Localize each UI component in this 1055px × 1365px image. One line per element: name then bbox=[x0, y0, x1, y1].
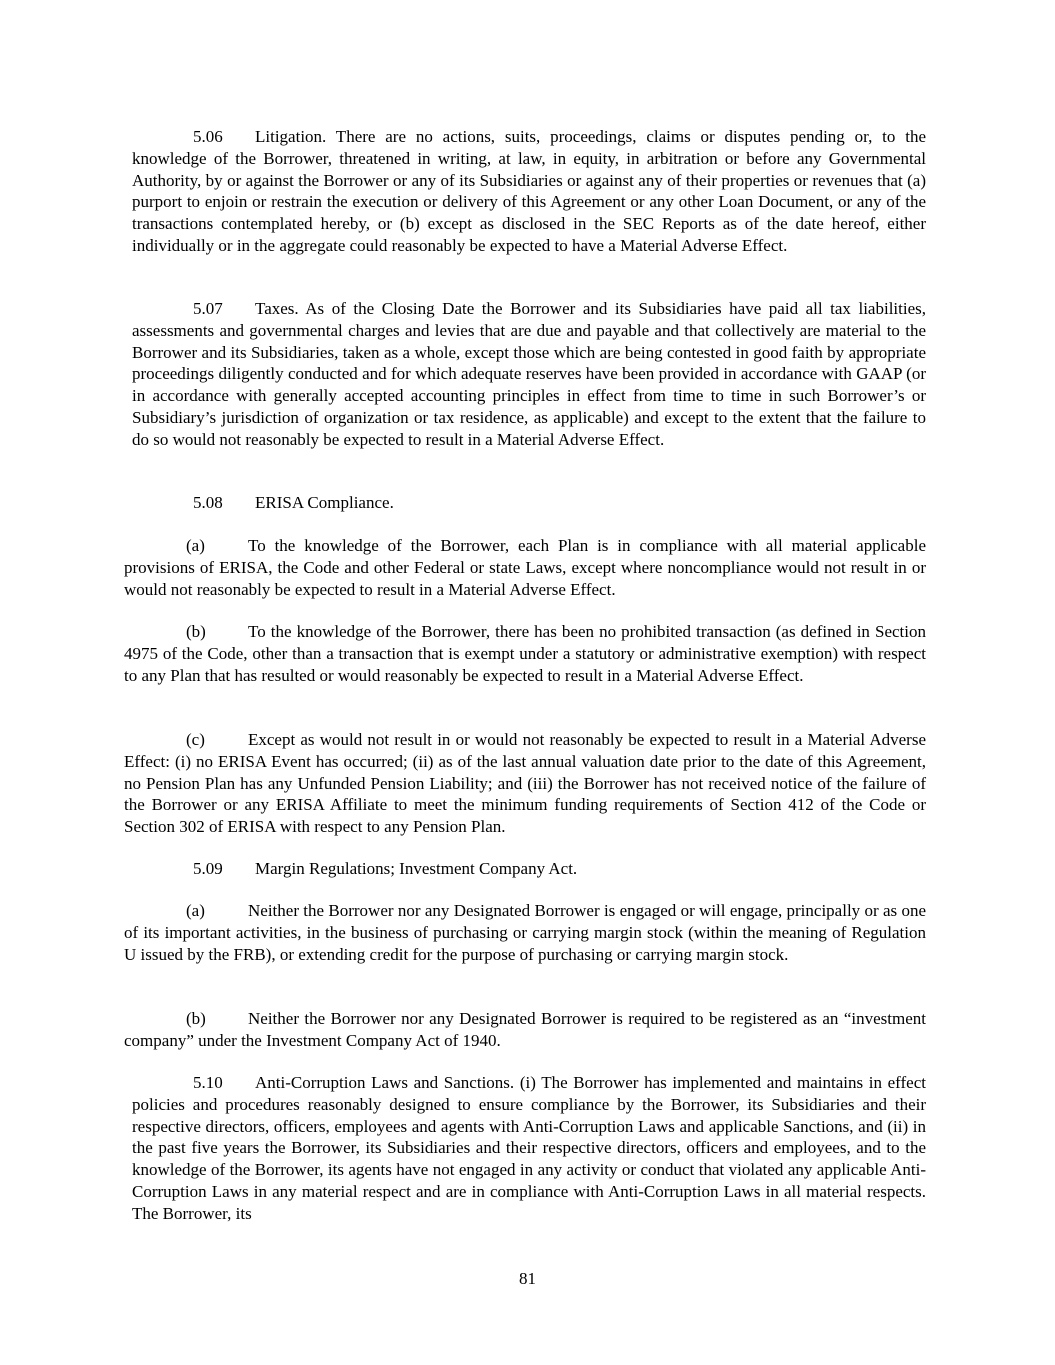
section-5-09-heading bbox=[193, 858, 577, 880]
section-text: Litigation. There are no actions, suits, proceedings, claims or disputes pending or, to the knowledge of the Borrower, threatened in writing, at law, in equity, in arbitration or before any Governmental Authority, by or against the Borrower or any of its Subsidiaries or against any of their properties or revenues that (a) purport to enjoin or restrain the execution or delivery of this Agreement or any other Loan Document, or any of the transactions contemplated hereby, or (b) except as disclosed in the SEC Reports as of the date hereof, either individually or in the aggregate could reasonably be expected to have a Material Adverse Effect. bbox=[132, 127, 926, 255]
clause-text: Neither the Borrower nor any Designated Borrower is engaged or will engage, principally or as one of its important activities, in the business of purchasing or carrying margin stock (within the meaning of Regulation U issued by the FRB), or extending credit for the purpose of purchasing or carrying margin stock. bbox=[124, 901, 926, 964]
section-5-08-b bbox=[124, 621, 926, 686]
section-title: ERISA Compliance. bbox=[255, 493, 394, 512]
section-text: Taxes. As of the Closing Date the Borrower and its Subsidiaries have paid all tax liabilities, assessments and governmental charges and levies that are due and payable and that collectively are material to the Borrower and its Subsidiaries, taken as a whole, except those which are being contested in good faith by appropriate proceedings diligently conducted and for which adequate reserves have been provided in accordance with GAAP (or in accordance with generally accepted accounting principles in effect from time to time in such Borrower’s or Subsidiary’s jurisdiction of organization or tax residence, as applicable) and except to the extent that the failure to do so would not reasonably be expected to result in a Material Adverse Effect. bbox=[132, 299, 926, 449]
section-5-08-heading bbox=[193, 492, 394, 514]
section-number: 5.06 bbox=[193, 127, 223, 146]
clause-label: (b) bbox=[186, 1009, 206, 1028]
clause-label: (a) bbox=[186, 536, 205, 555]
clause-text: To the knowledge of the Borrower, each Plan is in compliance with all material applicable provisions of ERISA, the Code and other Federal or state Laws, except where noncompliance would not result in or would not reasonably be expected to result in a Material Adverse Effect. bbox=[124, 536, 926, 599]
section-5-10 bbox=[132, 1072, 926, 1225]
clause-label: (c) bbox=[186, 730, 205, 749]
section-title: Margin Regulations; Investment Company Act. bbox=[255, 859, 578, 878]
clause-text: Except as would not result in or would not reasonably be expected to result in a Material Adverse Effect: (i) no ERISA Event has occurred; (ii) as of the last annual valuation date prior to the date of this Agreement, no Pension Plan has any Unfunded Pension Liability; and (iii) the Borrower has not received notice of the failure of the Borrower or any ERISA Affiliate to meet the minimum funding requirements of Section 412 of the Code or Section 302 of ERISA with respect to any Pension Plan. bbox=[124, 730, 926, 837]
clause-label: (b) bbox=[186, 622, 206, 641]
clause-label: (a) bbox=[186, 901, 205, 920]
section-5-08-c bbox=[124, 729, 926, 838]
section-5-09-a bbox=[124, 900, 926, 965]
section-number: 5.08 bbox=[193, 493, 223, 512]
section-5-06 bbox=[132, 126, 926, 257]
clause-text: To the knowledge of the Borrower, there has been no prohibited transaction (as defined in Section 4975 of the Code, other than a transaction that is exempt under a statutory or administrative exemption) with respect to any Plan that has resulted or would reasonably be expected to result in a Material Adverse Effect. bbox=[124, 622, 926, 685]
section-number: 5.10 bbox=[193, 1073, 223, 1092]
page-number: 81 bbox=[519, 1269, 536, 1288]
section-number: 5.09 bbox=[193, 859, 223, 878]
section-5-09-b bbox=[124, 1008, 926, 1052]
section-text: Anti-Corruption Laws and Sanctions. (i) The Borrower has implemented and maintains in effect policies and procedures reasonably designed to ensure compliance by the Borrower, its Subsidiaries and their respective directors, officers, employees and agents with Anti-Corruption Laws and applicable Sanctions, and (ii) in the past five years the Borrower, its Subsidiaries and their respective directors, officers and employees, and to the knowledge of the Borrower, its agents have not engaged in any activity or conduct that violated any applicable Anti-Corruption Laws in any material respect and are in compliance with Anti-Corruption Laws in all material respects. The Borrower, its bbox=[132, 1073, 926, 1223]
section-5-07 bbox=[132, 298, 926, 451]
section-5-08-a bbox=[124, 535, 926, 600]
clause-text: Neither the Borrower nor any Designated Borrower is required to be registered as an “investment company” under the Investment Company Act of 1940. bbox=[124, 1009, 926, 1050]
section-number: 5.07 bbox=[193, 299, 223, 318]
